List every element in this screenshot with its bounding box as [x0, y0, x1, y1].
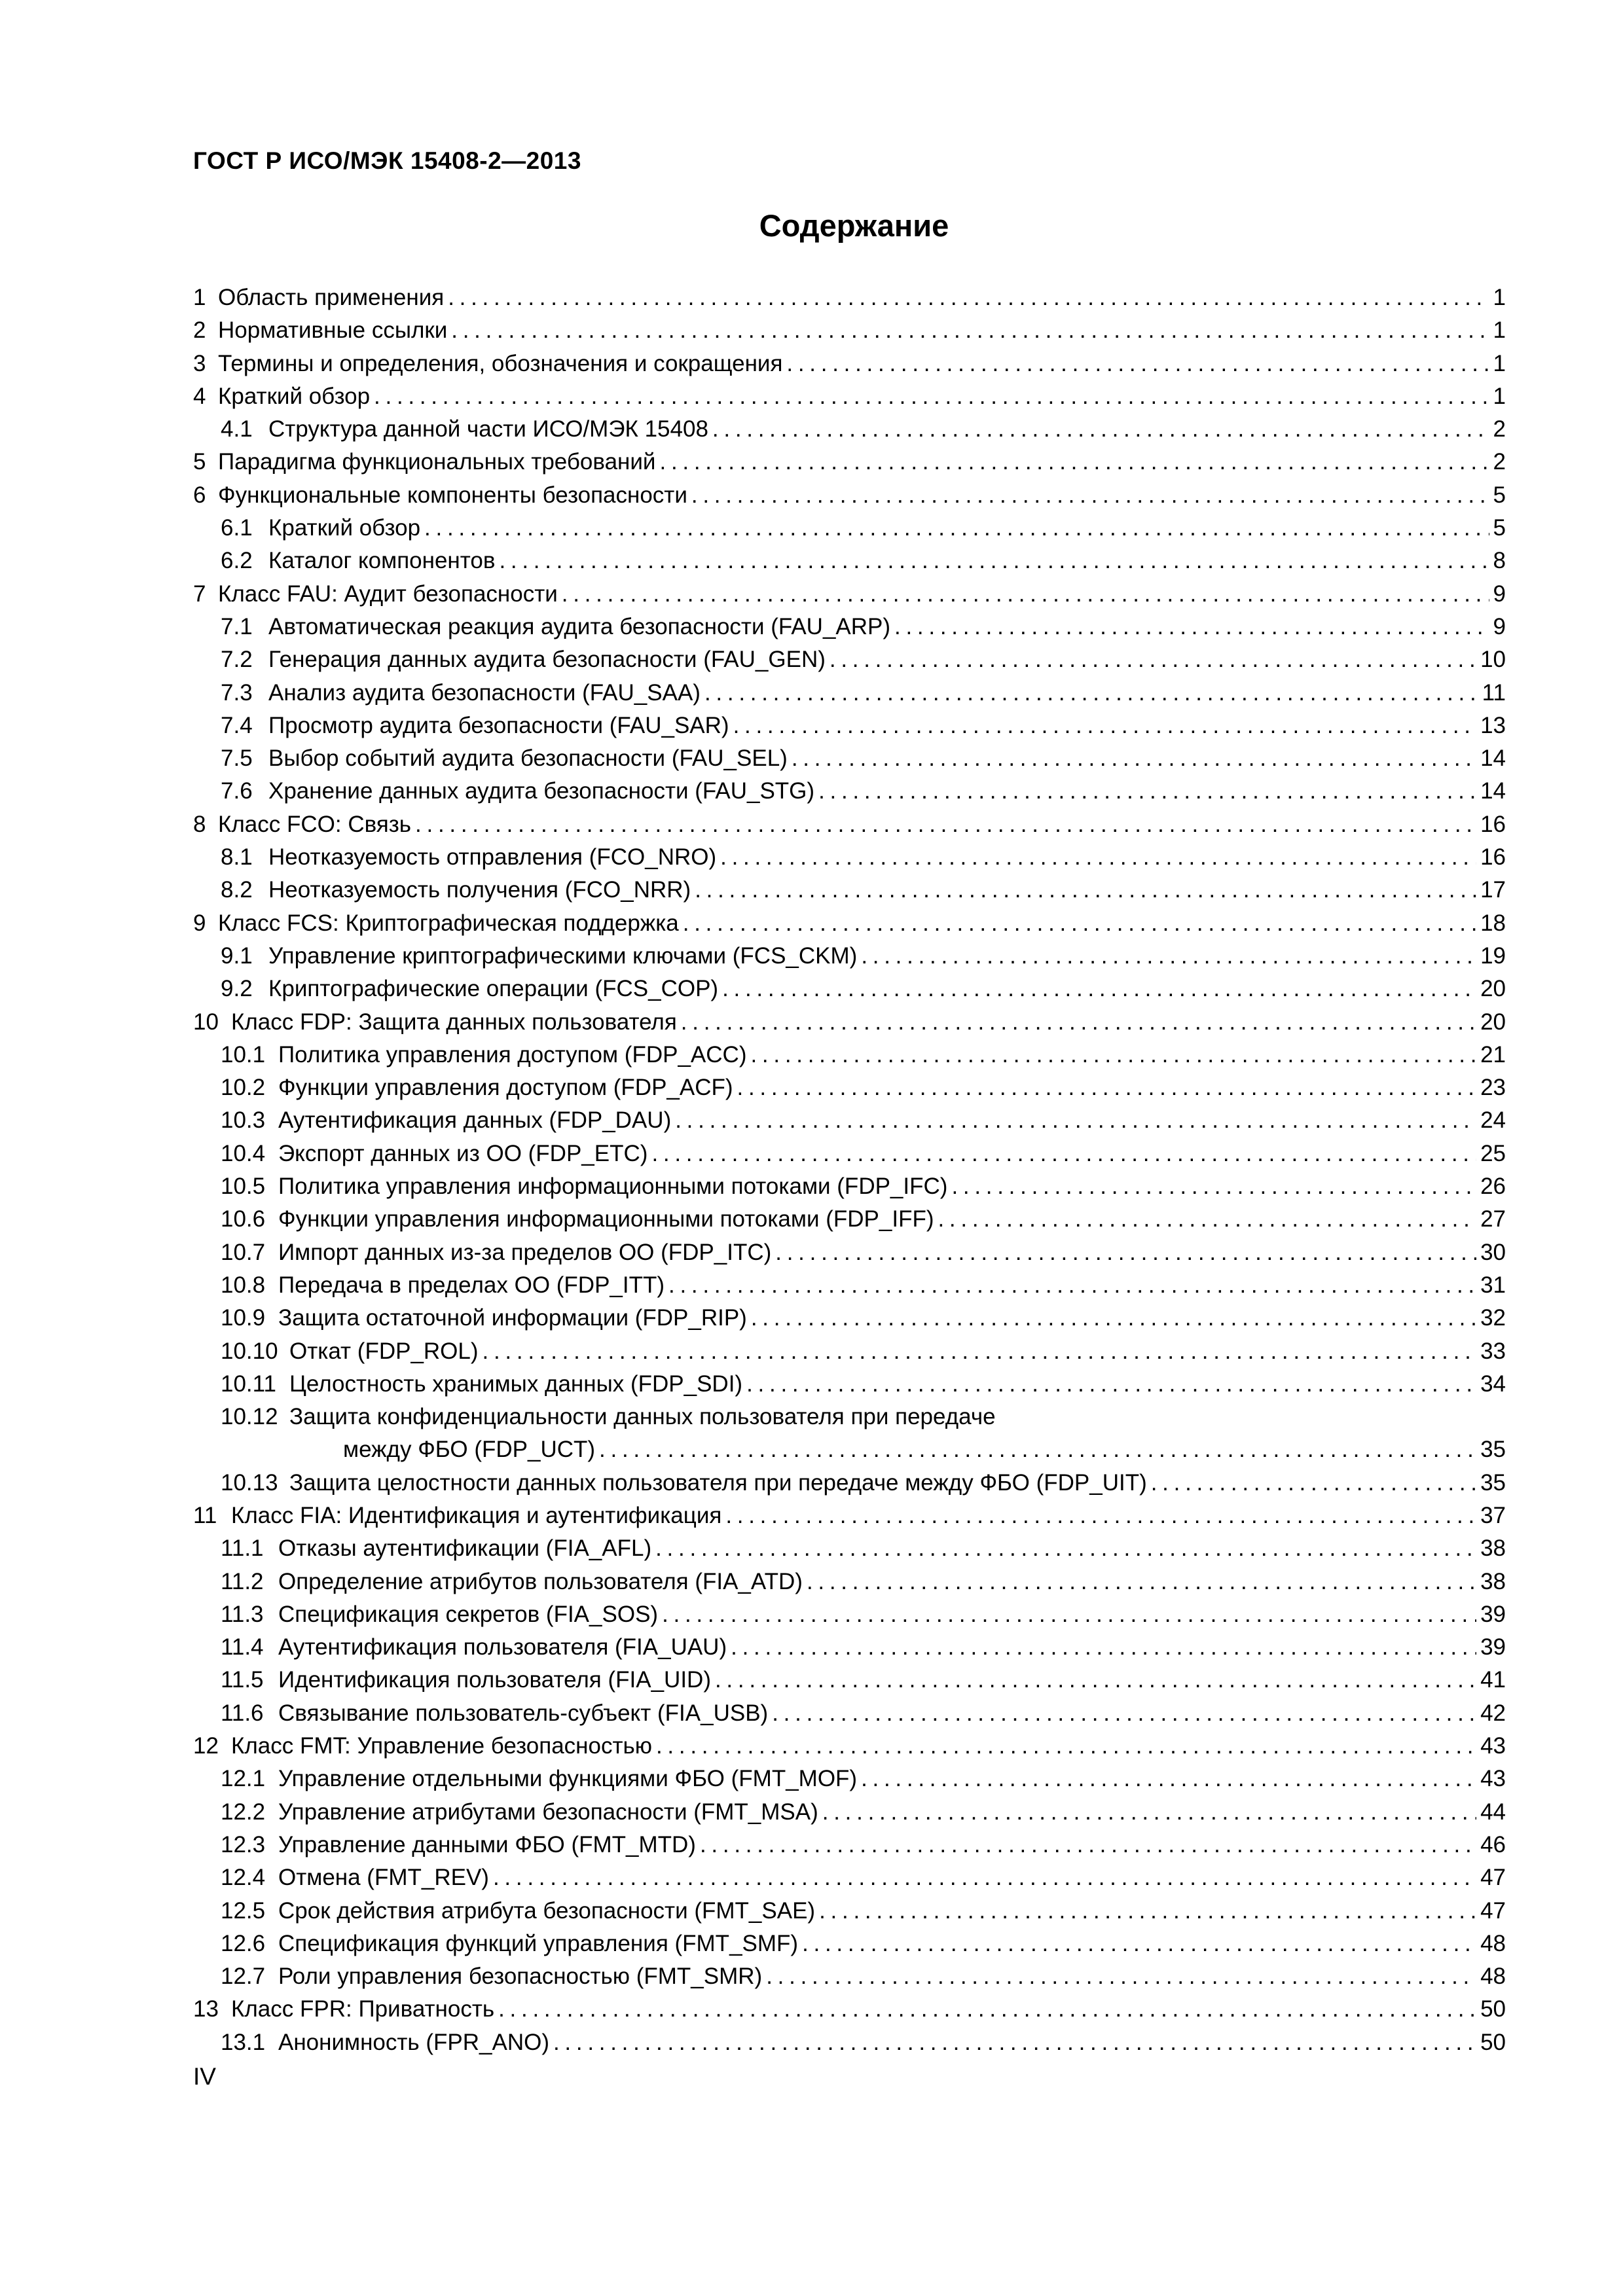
toc-entry-page: 1 — [1493, 383, 1506, 409]
toc-entry[interactable] — [193, 1960, 1506, 1993]
toc-entry-number: 10.10 — [221, 1338, 278, 1364]
toc-entry[interactable] — [193, 1697, 1506, 1730]
toc-leader-dots — [716, 841, 1476, 874]
toc-entry-page: 2 — [1493, 416, 1506, 442]
toc-entry-number: 1 — [193, 285, 206, 310]
toc-entry-number: 11.4 — [221, 1634, 264, 1660]
toc-leader-dots — [691, 874, 1476, 906]
toc-entry-title: Связывание пользователь-субъект (FIA_USB) — [278, 1700, 769, 1726]
toc-entry-title: Краткий обзор — [218, 383, 371, 409]
toc-leader-dots — [815, 1895, 1476, 1928]
toc-entry-page: 9 — [1493, 613, 1506, 639]
toc-entry-title: Класс FAU: Аудит безопасности — [218, 581, 558, 607]
toc-entry-page: 8 — [1493, 548, 1506, 574]
toc-entry-title: Анонимность (FPR_ANO) — [278, 2029, 549, 2055]
toc-entry-page: 50 — [1480, 2029, 1506, 2055]
toc-entry-title: Управление данными ФБО (FMT_MTD) — [278, 1831, 696, 1857]
toc-entry[interactable] — [193, 281, 1506, 314]
toc-entry[interactable] — [193, 1796, 1506, 1829]
toc-entry[interactable] — [193, 545, 1506, 577]
toc-entry-title: Экспорт данных из ОО (FDP_ETC) — [278, 1140, 648, 1166]
toc-entry-page: 16 — [1480, 811, 1506, 837]
toc-leader-dots — [788, 742, 1476, 775]
toc-entry-title: Хранение данных аудита безопасности (FAU_STG) — [268, 778, 815, 804]
toc-leader-dots — [826, 643, 1476, 676]
toc-entry-title: Просмотр аудита безопасности (FAU_SAR) — [268, 712, 729, 738]
toc-entry-page: 38 — [1480, 1535, 1506, 1562]
toc-entry-page: 21 — [1480, 1041, 1506, 1067]
toc-entry-title: Аутентификация данных (FDP_DAU) — [278, 1107, 672, 1134]
toc-entry[interactable] — [193, 1006, 1506, 1039]
toc-entry[interactable] — [193, 742, 1506, 775]
toc-entry-number: 7.3 — [221, 679, 253, 706]
toc-entry-title: Определение атрибутов пользователя (FIA_ATD) — [278, 1568, 803, 1594]
toc-entry[interactable] — [193, 1895, 1506, 1928]
toc-entry-page: 47 — [1480, 1897, 1506, 1924]
toc-entry-page: 1 — [1493, 317, 1506, 344]
toc-entry-title: Область применения — [218, 285, 445, 310]
toc-entry-number: 12.3 — [221, 1831, 266, 1857]
toc-entry[interactable] — [193, 775, 1506, 808]
toc-entry-title: Откат (FDP_ROL) — [289, 1338, 479, 1364]
toc-entry-page: 13 — [1480, 712, 1506, 738]
toc-entry-number: 6.2 — [221, 548, 253, 574]
toc-entry-page: 32 — [1480, 1305, 1506, 1331]
toc-entry-page: 23 — [1480, 1075, 1506, 1101]
toc-entry-page: 33 — [1480, 1338, 1506, 1364]
toc-leader-dots — [762, 1960, 1476, 1993]
toc-entry-number: 12.1 — [221, 1766, 266, 1792]
toc-entry-page: 50 — [1480, 1996, 1506, 2022]
toc-entry[interactable] — [193, 1664, 1506, 1696]
toc-entry-number: 5 — [193, 449, 206, 475]
toc-entry-number: 11.3 — [221, 1601, 264, 1627]
toc-entry[interactable] — [193, 1335, 1506, 1368]
toc-leader-dots — [447, 314, 1489, 347]
toc-leader-dots — [656, 446, 1489, 478]
toc-entry-number: 4.1 — [221, 416, 253, 442]
toc-entry-number: 10.6 — [221, 1206, 266, 1232]
toc-entry-page: 35 — [1480, 1469, 1506, 1496]
toc-leader-dots — [746, 1039, 1476, 1071]
toc-leader-dots — [665, 1269, 1476, 1302]
toc-leader-dots — [549, 2026, 1476, 2059]
toc-entry-page: 27 — [1480, 1206, 1506, 1232]
toc-entry-title: Политика управления информационными потоками (FDP_IFC) — [278, 1174, 948, 1200]
toc-entry[interactable] — [193, 1566, 1506, 1598]
toc-entry[interactable] — [193, 1763, 1506, 1795]
toc-entry-number: 11.2 — [221, 1568, 264, 1594]
toc-leader-dots — [729, 709, 1476, 742]
toc-entry-number: 11.1 — [221, 1535, 264, 1562]
toc-entry-title: Выбор событий аудита безопасности (FAU_SEL) — [268, 745, 788, 772]
toc-entry[interactable] — [193, 1499, 1506, 1532]
toc-entry-number: 7.1 — [221, 613, 253, 639]
toc-entry-page: 11 — [1482, 679, 1506, 706]
toc-entry-page: 39 — [1480, 1601, 1506, 1627]
toc-entry[interactable] — [193, 1730, 1506, 1763]
toc-entry-number: 10 — [193, 1009, 219, 1035]
toc-entry-title: Каталог компонентов — [268, 548, 496, 574]
toc-leader-dots — [687, 479, 1489, 512]
toc-entry[interactable] — [193, 611, 1506, 643]
toc-entry-title: Класс FDP: Защита данных пользователя — [231, 1009, 677, 1035]
toc-entry-title: Отказы аутентификации (FIA_AFL) — [278, 1535, 652, 1562]
toc-leader-dots — [651, 1532, 1476, 1565]
toc-entry-number: 10.3 — [221, 1107, 266, 1134]
toc-entry-number: 12 — [193, 1733, 219, 1759]
toc-entry-number: 7.4 — [221, 712, 253, 738]
toc-leader-dots — [798, 1928, 1476, 1960]
toc-entry-number: 11 — [193, 1502, 217, 1528]
toc-entry-title: Криптографические операции (FCS_COP) — [268, 976, 719, 1002]
toc-entry-number: 9.1 — [221, 942, 253, 969]
toc-entry-title: Спецификация функций управления (FMT_SMF) — [278, 1930, 799, 1956]
toc-entry-title: Импорт данных из-за пределов ОО (FDP_ITC) — [278, 1239, 772, 1265]
toc-entry-page: 18 — [1480, 910, 1506, 936]
toc-entry-title: Защита конфиденциальности данных пользователя при передаче — [289, 1404, 996, 1430]
toc-entry-title: Аутентификация пользователя (FIA_UAU) — [278, 1634, 727, 1660]
toc-leader-dots — [671, 1104, 1476, 1137]
toc-entry-title: Функциональные компоненты безопасности — [218, 482, 687, 508]
toc-entry-number: 2 — [193, 317, 206, 344]
toc-entry-page: 43 — [1480, 1766, 1506, 1792]
toc-entry-number: 12.2 — [221, 1799, 266, 1825]
toc-entry-number: 6.1 — [221, 515, 253, 541]
toc-entry-page: 48 — [1480, 1930, 1506, 1956]
toc-leader-dots — [652, 1730, 1476, 1763]
toc-entry-page: 46 — [1480, 1831, 1506, 1857]
toc-entry[interactable] — [193, 874, 1506, 906]
page-title: Содержание — [759, 208, 949, 243]
toc-leader-dots — [818, 1796, 1476, 1829]
toc-entry-page: 14 — [1480, 778, 1506, 804]
table-of-contents — [193, 281, 1506, 2059]
toc-entry-number: 10.11 — [221, 1371, 276, 1397]
toc-leader-dots — [747, 1302, 1476, 1335]
toc-entry-number: 13 — [193, 1996, 219, 2022]
toc-leader-dots — [489, 1861, 1476, 1894]
toc-entry-title: Управление криптографическими ключами (FCS_CKM) — [268, 942, 858, 969]
toc-entry[interactable] — [193, 1631, 1506, 1664]
toc-entry-page: 5 — [1493, 515, 1506, 541]
toc-entry[interactable] — [193, 348, 1506, 380]
toc-entry[interactable] — [193, 1104, 1506, 1137]
toc-entry-page: 34 — [1480, 1371, 1506, 1397]
toc-entry-page: 24 — [1480, 1107, 1506, 1134]
toc-leader-dots — [696, 1829, 1476, 1861]
toc-entry[interactable] — [193, 413, 1506, 446]
toc-entry-number: 10.8 — [221, 1272, 266, 1298]
toc-entry-number: 10.2 — [221, 1075, 266, 1101]
toc-entry-number: 12.5 — [221, 1897, 266, 1924]
toc-entry-title: Парадигма функциональных требований — [218, 449, 656, 475]
toc-entry-number: 10.7 — [221, 1239, 266, 1265]
toc-leader-dots — [727, 1631, 1476, 1664]
toc-entry[interactable] — [193, 940, 1506, 973]
toc-entry-title: Термины и определения, обозначения и сокращения — [218, 350, 783, 376]
toc-entry-number: 7.6 — [221, 778, 253, 804]
toc-entry-number: 4 — [193, 383, 206, 409]
toc-entry-number: 7 — [193, 581, 206, 607]
toc-entry-number: 8.2 — [221, 877, 253, 903]
toc-entry[interactable] — [193, 1401, 1506, 1467]
toc-entry-title: Функции управления доступом (FDP_ACF) — [278, 1075, 733, 1101]
toc-entry-title: Политика управления доступом (FDP_ACC) — [278, 1041, 747, 1067]
toc-entry[interactable] — [193, 1236, 1506, 1269]
toc-entry-number: 8.1 — [221, 844, 253, 870]
toc-entry-title: Генерация данных аудита безопасности (FAU_GEN) — [268, 647, 826, 673]
toc-entry-title: Срок действия атрибута безопасности (FMT_SAE) — [278, 1897, 816, 1924]
toc-entry-title-continued: между ФБО (FDP_UCT) — [343, 1437, 596, 1463]
toc-entry-page: 31 — [1480, 1272, 1506, 1298]
toc-entry[interactable] — [193, 643, 1506, 676]
toc-leader-dots — [857, 1763, 1476, 1795]
toc-entry-title: Защита целостности данных пользователя при передаче между ФБО (FDP_UIT) — [289, 1469, 1147, 1496]
toc-entry[interactable] — [193, 446, 1506, 478]
toc-entry[interactable] — [193, 2026, 1506, 2059]
toc-entry[interactable] — [193, 1467, 1506, 1499]
toc-leader-dots — [679, 907, 1476, 940]
toc-leader-dots — [494, 1993, 1476, 2026]
toc-entry[interactable] — [193, 380, 1506, 413]
toc-entry[interactable] — [193, 907, 1506, 940]
toc-leader-dots — [420, 512, 1489, 545]
toc-entry[interactable] — [193, 512, 1506, 545]
toc-entry-title: Краткий обзор — [268, 515, 421, 541]
toc-entry[interactable] — [193, 578, 1506, 611]
toc-entry-title: Нормативные ссылки — [218, 317, 448, 344]
toc-entry[interactable] — [193, 1039, 1506, 1071]
toc-entry-page: 41 — [1480, 1667, 1506, 1693]
toc-entry-title: Идентификация пользователя (FIA_UID) — [278, 1667, 711, 1693]
toc-entry-page: 39 — [1480, 1634, 1506, 1660]
toc-leader-dots — [947, 1170, 1476, 1203]
toc-leader-dots — [658, 1598, 1476, 1631]
toc-leader-dots — [721, 1499, 1476, 1532]
toc-entry-page: 47 — [1480, 1865, 1506, 1891]
toc-entry-number: 11.6 — [221, 1700, 264, 1726]
toc-entry-page: 43 — [1480, 1733, 1506, 1759]
toc-leader-dots — [718, 973, 1476, 1005]
toc-entry-page: 37 — [1480, 1502, 1506, 1528]
toc-entry-number: 6 — [193, 482, 206, 508]
toc-entry-title: Неотказуемость получения (FCO_NRR) — [268, 877, 691, 903]
toc-leader-dots — [857, 940, 1476, 973]
toc-entry[interactable] — [193, 1861, 1506, 1894]
toc-entry-title: Роли управления безопасностью (FMT_SMR) — [278, 1964, 763, 1990]
toc-entry-page: 1 — [1493, 350, 1506, 376]
toc-entry[interactable] — [193, 841, 1506, 874]
toc-entry-page: 38 — [1480, 1568, 1506, 1594]
toc-entry-title: Спецификация секретов (FIA_SOS) — [278, 1601, 659, 1627]
toc-entry-number: 12.4 — [221, 1865, 266, 1891]
toc-entry[interactable] — [193, 1368, 1506, 1401]
toc-entry-number: 9.2 — [221, 976, 253, 1002]
toc-entry-number: 10.13 — [221, 1469, 278, 1496]
toc-leader-dots — [370, 380, 1489, 413]
toc-entry[interactable] — [193, 314, 1506, 347]
toc-entry-page: 2 — [1493, 449, 1506, 475]
toc-entry-title: Класс FPR: Приватность — [231, 1996, 495, 2022]
toc-entry[interactable] — [193, 1170, 1506, 1203]
toc-entry-title: Автоматическая реакция аудита безопасности (FAU_ARP) — [268, 613, 891, 639]
toc-entry-page: 25 — [1480, 1140, 1506, 1166]
toc-entry-title: Класс FCS: Криптографическая поддержка — [218, 910, 679, 936]
toc-entry-page: 9 — [1493, 581, 1506, 607]
toc-entry-title: Неотказуемость отправления (FCO_NRO) — [268, 844, 717, 870]
toc-leader-dots — [814, 775, 1476, 808]
toc-leader-dots — [782, 348, 1489, 380]
toc-entry[interactable] — [193, 1598, 1506, 1631]
toc-leader-dots — [803, 1566, 1476, 1598]
toc-leader-dots — [677, 1006, 1476, 1039]
toc-leader-dots — [647, 1138, 1476, 1170]
toc-leader-dots — [1147, 1467, 1476, 1499]
toc-leader-dots — [768, 1697, 1476, 1730]
toc-entry-page: 16 — [1480, 844, 1506, 870]
toc-entry-page: 10 — [1480, 647, 1506, 673]
toc-entry[interactable] — [193, 973, 1506, 1005]
toc-entry-page: 30 — [1480, 1239, 1506, 1265]
toc-entry[interactable] — [193, 677, 1506, 709]
toc-entry[interactable] — [193, 1203, 1506, 1236]
toc-leader-dots — [411, 808, 1476, 841]
toc-entry-number: 10.4 — [221, 1140, 266, 1166]
toc-entry[interactable] — [193, 808, 1506, 841]
toc-entry-page: 42 — [1480, 1700, 1506, 1726]
toc-leader-dots — [711, 1664, 1476, 1696]
toc-entry-number: 8 — [193, 811, 206, 837]
toc-entry-title: Анализ аудита безопасности (FAU_SAA) — [268, 679, 701, 706]
toc-entry-title: Управление атрибутами безопасности (FMT_MSA) — [278, 1799, 818, 1825]
toc-entry-page: 20 — [1480, 1009, 1506, 1035]
toc-entry[interactable] — [193, 1269, 1506, 1302]
toc-leader-dots — [701, 677, 1478, 709]
toc-entry-number: 3 — [193, 350, 206, 376]
toc-entry[interactable] — [193, 1302, 1506, 1335]
toc-entry-number: 7.2 — [221, 647, 253, 673]
toc-entry-page: 20 — [1480, 976, 1506, 1002]
toc-entry-number: 9 — [193, 910, 206, 936]
document-header: ГОСТ Р ИСО/МЭК 15408-2—2013 — [193, 147, 581, 174]
toc-entry-number: 11.5 — [221, 1667, 264, 1693]
toc-entry[interactable] — [193, 1993, 1506, 2026]
toc-entry-title: Класс FMT: Управление безопасностью — [231, 1733, 652, 1759]
toc-entry-number: 10.12 — [221, 1404, 278, 1430]
toc-leader-dots — [890, 611, 1489, 643]
toc-entry-page: 5 — [1493, 482, 1506, 508]
toc-leader-dots — [595, 1433, 1476, 1466]
toc-entry-title: Функции управления информационными потоками (FDP_IFF) — [278, 1206, 934, 1232]
toc-leader-dots — [934, 1203, 1476, 1236]
toc-leader-dots — [771, 1236, 1476, 1269]
toc-entry-title: Управление отдельными функциями ФБО (FMT_MOF) — [278, 1766, 858, 1792]
toc-leader-dots — [708, 413, 1489, 446]
toc-entry-number: 10.1 — [221, 1041, 266, 1067]
toc-entry-title: Целостность хранимых данных (FDP_SDI) — [289, 1371, 743, 1397]
toc-entry-number: 10.5 — [221, 1174, 266, 1200]
toc-entry-page: 48 — [1480, 1964, 1506, 1990]
toc-entry-page: 17 — [1480, 877, 1506, 903]
toc-entry-number: 12.7 — [221, 1964, 266, 1990]
toc-leader-dots — [479, 1335, 1477, 1368]
toc-entry-number: 12.6 — [221, 1930, 266, 1956]
toc-entry-title: Отмена (FMT_REV) — [278, 1865, 489, 1891]
toc-leader-dots — [558, 578, 1489, 611]
toc-entry[interactable] — [193, 709, 1506, 742]
toc-entry[interactable] — [193, 1829, 1506, 1861]
toc-entry-page: 1 — [1493, 285, 1506, 310]
toc-entry-page: 19 — [1480, 942, 1506, 969]
toc-entry-title: Структура данной части ИСО/МЭК 15408 — [268, 416, 708, 442]
toc-entry-number: 10.9 — [221, 1305, 266, 1331]
toc-entry-title: Передача в пределах ОО (FDP_ITT) — [278, 1272, 665, 1298]
toc-entry-page: 14 — [1480, 745, 1506, 772]
toc-leader-dots — [733, 1071, 1477, 1104]
toc-entry-page: 35 — [1480, 1437, 1506, 1463]
toc-leader-dots — [742, 1368, 1476, 1401]
toc-entry[interactable] — [193, 1532, 1506, 1565]
toc-entry[interactable] — [193, 1138, 1506, 1170]
toc-leader-dots — [444, 281, 1489, 314]
toc-leader-dots — [495, 545, 1489, 577]
toc-entry[interactable] — [193, 479, 1506, 512]
toc-entry-number: 7.5 — [221, 745, 253, 772]
toc-entry-title: Класс FCO: Связь — [218, 811, 412, 837]
toc-entry-page: 44 — [1480, 1799, 1506, 1825]
toc-entry[interactable] — [193, 1071, 1506, 1104]
toc-entry-number: 13.1 — [221, 2029, 266, 2055]
toc-entry-page: 26 — [1480, 1174, 1506, 1200]
toc-entry-title: Защита остаточной информации (FDP_RIP) — [278, 1305, 747, 1331]
page-number: IV — [193, 2063, 216, 2090]
toc-entry-title: Класс FIA: Идентификация и аутентификация — [231, 1502, 722, 1528]
toc-entry[interactable] — [193, 1928, 1506, 1960]
